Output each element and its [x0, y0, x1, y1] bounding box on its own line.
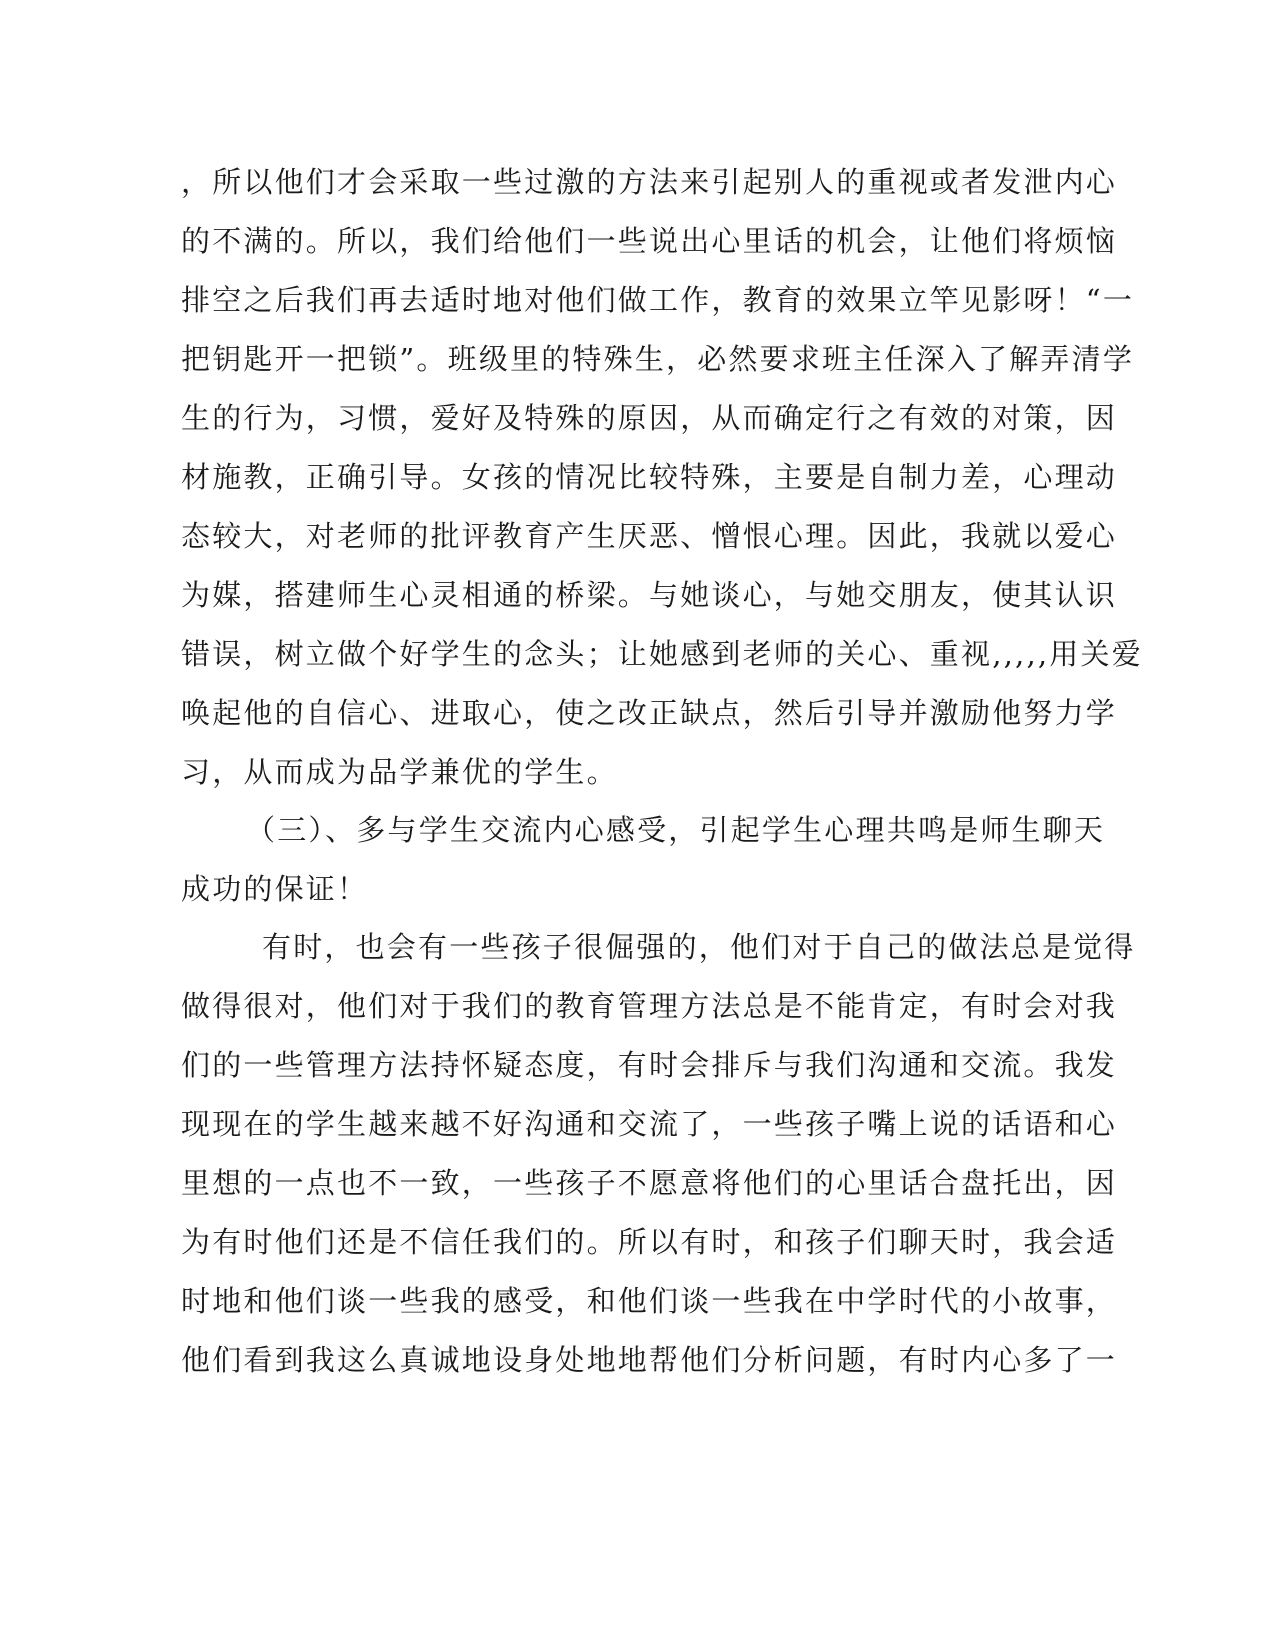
text-line: 他们看到我这么真诚地设身处地地帮他们分析问题，有时内心多了一 — [181, 1343, 1118, 1377]
section-heading-line: 成功的保证！ — [181, 872, 369, 906]
text-line: 为有时他们还是不信任我们的。所以有时，和孩子们聊天时，我会适 — [181, 1225, 1118, 1259]
text-line: 时地和他们谈一些我的感受，和他们谈一些我在中学时代的小故事， — [181, 1284, 1118, 1318]
paragraph-first-line: 有时，也会有一些孩子很倔强的，他们对于自己的做法总是觉得 — [262, 930, 1136, 964]
text-line: 材施教，正确引导。女孩的情况比较特殊，主要是自制力差，心理动 — [181, 460, 1118, 494]
text-line: 习，从而成为品学兼优的学生。 — [181, 755, 618, 789]
text-line: 排空之后我们再去适时地对他们做工作，教育的效果立竿见影呀！“一 — [181, 283, 1135, 317]
text-line: 唤起他的自信心、进取心，使之改正缺点，然后引导并激励他努力学 — [181, 696, 1118, 730]
text-line: 为媒，搭建师生心灵相通的桥梁。与她谈心，与她交朋友，使其认识 — [181, 578, 1118, 612]
text-line: 错误，树立做个好学生的念头；让她感到老师的关心、重视,,,,,用关爱 — [181, 637, 1143, 671]
text-line: 现现在的学生越来越不好沟通和交流了，一些孩子嘴上说的话语和心 — [181, 1107, 1118, 1141]
text-line: 的不满的。所以，我们给他们一些说出心里话的机会，让他们将烦恼 — [181, 224, 1118, 258]
text-line: 生的行为，习惯，爱好及特殊的原因，从而确定行之有效的对策，因 — [181, 401, 1118, 435]
text-line: 们的一些管理方法持怀疑态度，有时会排斥与我们沟通和交流。我发 — [181, 1048, 1118, 1082]
section-heading-line: （三）、多与学生交流内心感受，引起学生心理共鸣是师生聊天 — [246, 813, 1106, 847]
text-line: 把钥匙开一把锁”。班级里的特殊生，必然要求班主任深入了解弄清学 — [181, 342, 1135, 376]
text-line: ，所以他们才会采取一些过激的方法来引起别人的重视或者发泄内心 — [181, 165, 1118, 199]
text-line: 做得很对，他们对于我们的教育管理方法总是不能肯定，有时会对我 — [181, 989, 1118, 1023]
text-line: 态较大，对老师的批评教育产生厌恶、憎恨心理。因此，我就以爱心 — [181, 519, 1118, 553]
text-line: 里想的一点也不一致，一些孩子不愿意将他们的心里话合盘托出，因 — [181, 1166, 1118, 1200]
